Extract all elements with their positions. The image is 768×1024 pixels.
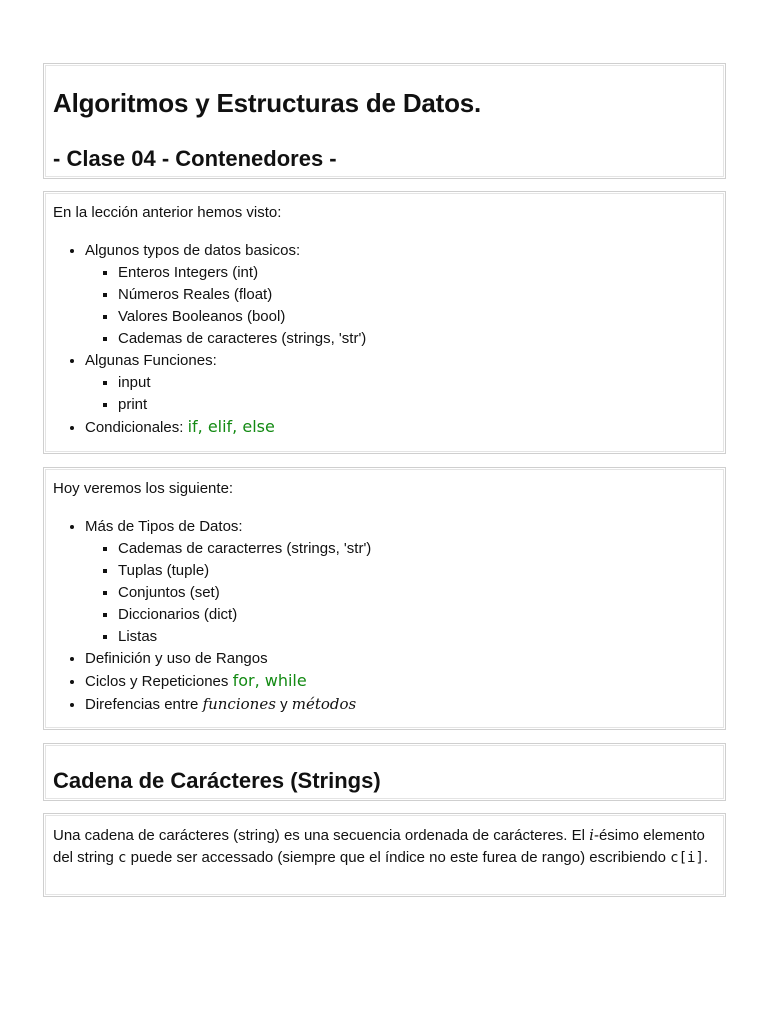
list-item [85, 670, 371, 693]
code-c: c [118, 850, 127, 866]
list-item: ▪ Listas [118, 626, 371, 648]
code-c-index: c[i] [670, 850, 704, 866]
today-inner [45, 469, 724, 728]
text-part: -ésimo elemento del string [53, 827, 705, 866]
strings-paragraph [53, 824, 713, 869]
types-label: Algunos typos de datos basicos: [85, 242, 301, 259]
more-types-label: Más de Tipos de Datos: [85, 518, 243, 535]
strings-heading-cell [43, 743, 726, 801]
types-sublist [85, 262, 366, 350]
text-part: Una cadena de carácteres (string) es una secuencia ordenada de carácteres. El [53, 827, 590, 844]
math-i: i [589, 826, 594, 844]
title-cell-inner [45, 65, 724, 177]
list-item [85, 350, 366, 416]
list-item: ▪ input [118, 372, 366, 394]
list-item: • Definición y uso de Rangos [85, 648, 371, 670]
previous-list [46, 240, 366, 439]
list-item: ▪ Cademas de caracterres (strings, 'str') [118, 538, 371, 560]
methods-math: métodos [291, 695, 357, 713]
functions-sublist [85, 372, 366, 416]
conditionals-label: Condicionales: [85, 419, 188, 436]
list-item: ▪ print [118, 394, 366, 416]
list-item: ▪ Enteros Integers (int) [118, 262, 366, 284]
functions-math: funciones [202, 695, 276, 713]
list-item [85, 516, 371, 648]
today-cell [43, 467, 726, 730]
section-heading: Cadena de Carácteres (Strings) [53, 768, 381, 793]
list-item: ▪ Cademas de caracteres (strings, 'str') [118, 328, 366, 350]
text-part: . [703, 849, 709, 866]
today-intro: Hoy veremos los siguiente: [53, 480, 234, 497]
list-item: ▪ Tuplas (tuple) [118, 560, 371, 582]
list-item [85, 416, 366, 439]
list-item: ▪ Diccionarios (dict) [118, 604, 371, 626]
more-types-sublist [85, 538, 371, 648]
previous-lesson-inner [45, 193, 724, 452]
conditionals-code: if, elif, else [187, 417, 275, 436]
page-title: Algoritmos y Estructuras de Datos. [53, 88, 482, 118]
list-item: ▪ Conjuntos (set) [118, 582, 371, 604]
list-item: ▪ Valores Booleanos (bool) [118, 306, 366, 328]
text-part: puede ser accessado (siempre que el índice no este furea de rango) escribiendo [126, 849, 671, 866]
title-cell [43, 63, 726, 179]
list-item: ▪ Números Reales (float) [118, 284, 366, 306]
class-subtitle: - Clase 04 - Contenedores - [53, 146, 337, 171]
strings-text-cell [43, 813, 726, 897]
today-list [46, 516, 371, 716]
previous-lesson-cell [43, 191, 726, 454]
strings-text-inner [45, 815, 724, 895]
diff-and: y [275, 696, 292, 713]
loops-code: for, while [232, 671, 307, 690]
list-item [85, 240, 366, 350]
previous-intro: En la lección anterior hemos visto: [53, 204, 282, 221]
list-item [85, 693, 371, 716]
strings-heading-inner [45, 745, 724, 799]
diff-prefix: Direfencias entre [85, 696, 203, 713]
loops-label: Ciclos y Repeticiones [85, 673, 233, 690]
functions-label: Algunas Funciones: [85, 352, 217, 369]
